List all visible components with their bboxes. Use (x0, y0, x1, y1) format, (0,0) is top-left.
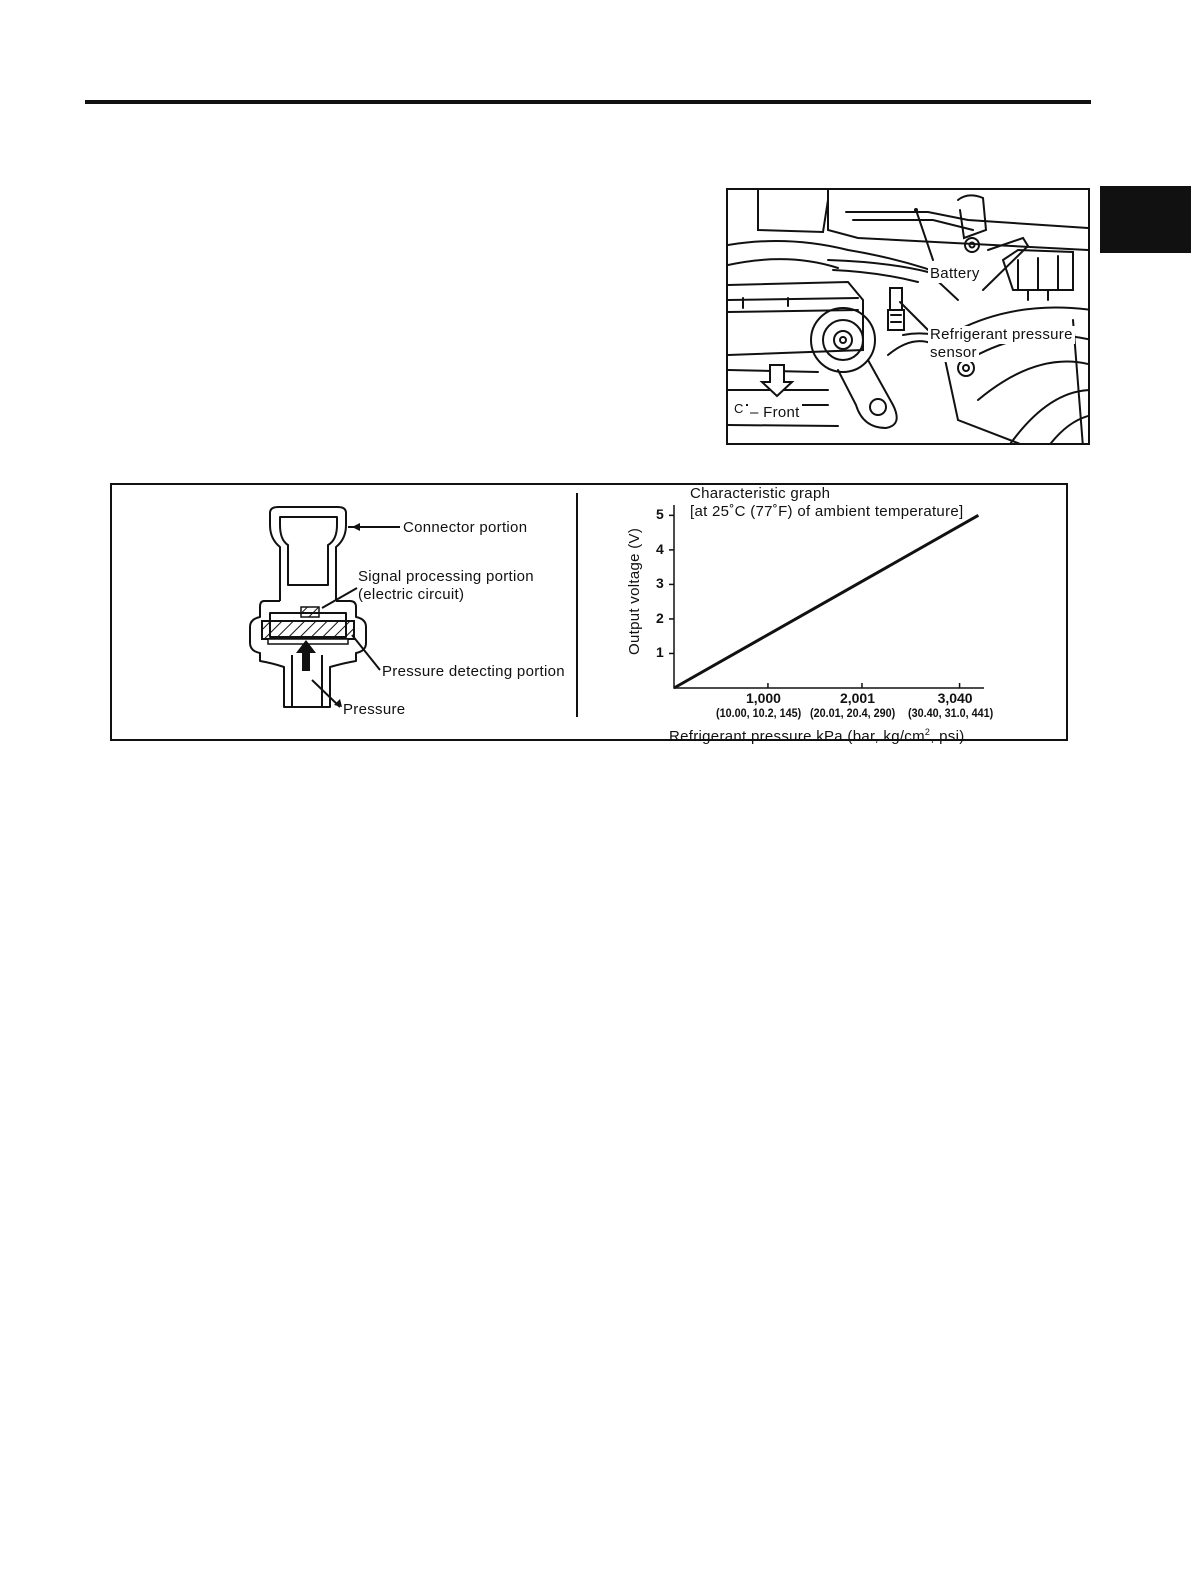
sensor-diagram-panel (110, 483, 1068, 745)
x-axis-label-suffix: , psi) (930, 728, 965, 745)
x-axis-label-sup: 2 (924, 727, 931, 737)
x-tick-sublabel-1: (20.01, 20.4, 290) (809, 706, 896, 720)
sensor-label-line1: Refrigerant pressure (930, 326, 1073, 343)
pressure-label: Pressure (343, 701, 406, 718)
y-tick-label-4: 4 (656, 540, 664, 557)
x-tick-label-1: 2,001 (839, 690, 876, 706)
sensor-label-line2: sensor (930, 344, 977, 361)
front-marker: С (734, 401, 744, 416)
y-tick-label-2: 2 (656, 609, 664, 626)
chart-x-axis-label (669, 723, 965, 746)
y-tick-label-5: 5 (656, 506, 664, 523)
x-tick-sublabel-2: (30.40, 31.0, 441) (907, 706, 993, 720)
front-label: Front (763, 404, 800, 421)
connector-label: Connector portion (403, 519, 528, 536)
chart-title: Characteristic graph (690, 485, 831, 502)
battery-label: Battery (930, 265, 980, 282)
section-tab (1100, 186, 1191, 253)
pressure-detecting-label: Pressure detecting portion (382, 663, 565, 680)
front-label-row: – Front (750, 404, 800, 421)
header-rule (85, 100, 1091, 104)
x-tick-sublabel-0: (10.00, 10.2, 145) (715, 706, 802, 720)
y-tick-label-3: 3 (656, 575, 664, 592)
signal-label-line2: (electric circuit) (358, 586, 465, 603)
chart-y-axis-label: Output voltage (V) (626, 527, 643, 655)
chart-subtitle: [at 25˚C (77˚F) of ambient temperature] (690, 503, 964, 520)
signal-label-line1: Signal processing portion (358, 568, 534, 585)
x-tick-label-2: 3,040 (937, 690, 973, 706)
sensor-location-illustration (726, 188, 1090, 445)
y-tick-label-1: 1 (656, 644, 664, 661)
sensor-cross-section (112, 485, 1070, 743)
x-tick-label-0: 1,000 (745, 690, 781, 706)
x-axis-label-text: Refrigerant pressure kPa (bar, kg/cm (669, 728, 925, 745)
